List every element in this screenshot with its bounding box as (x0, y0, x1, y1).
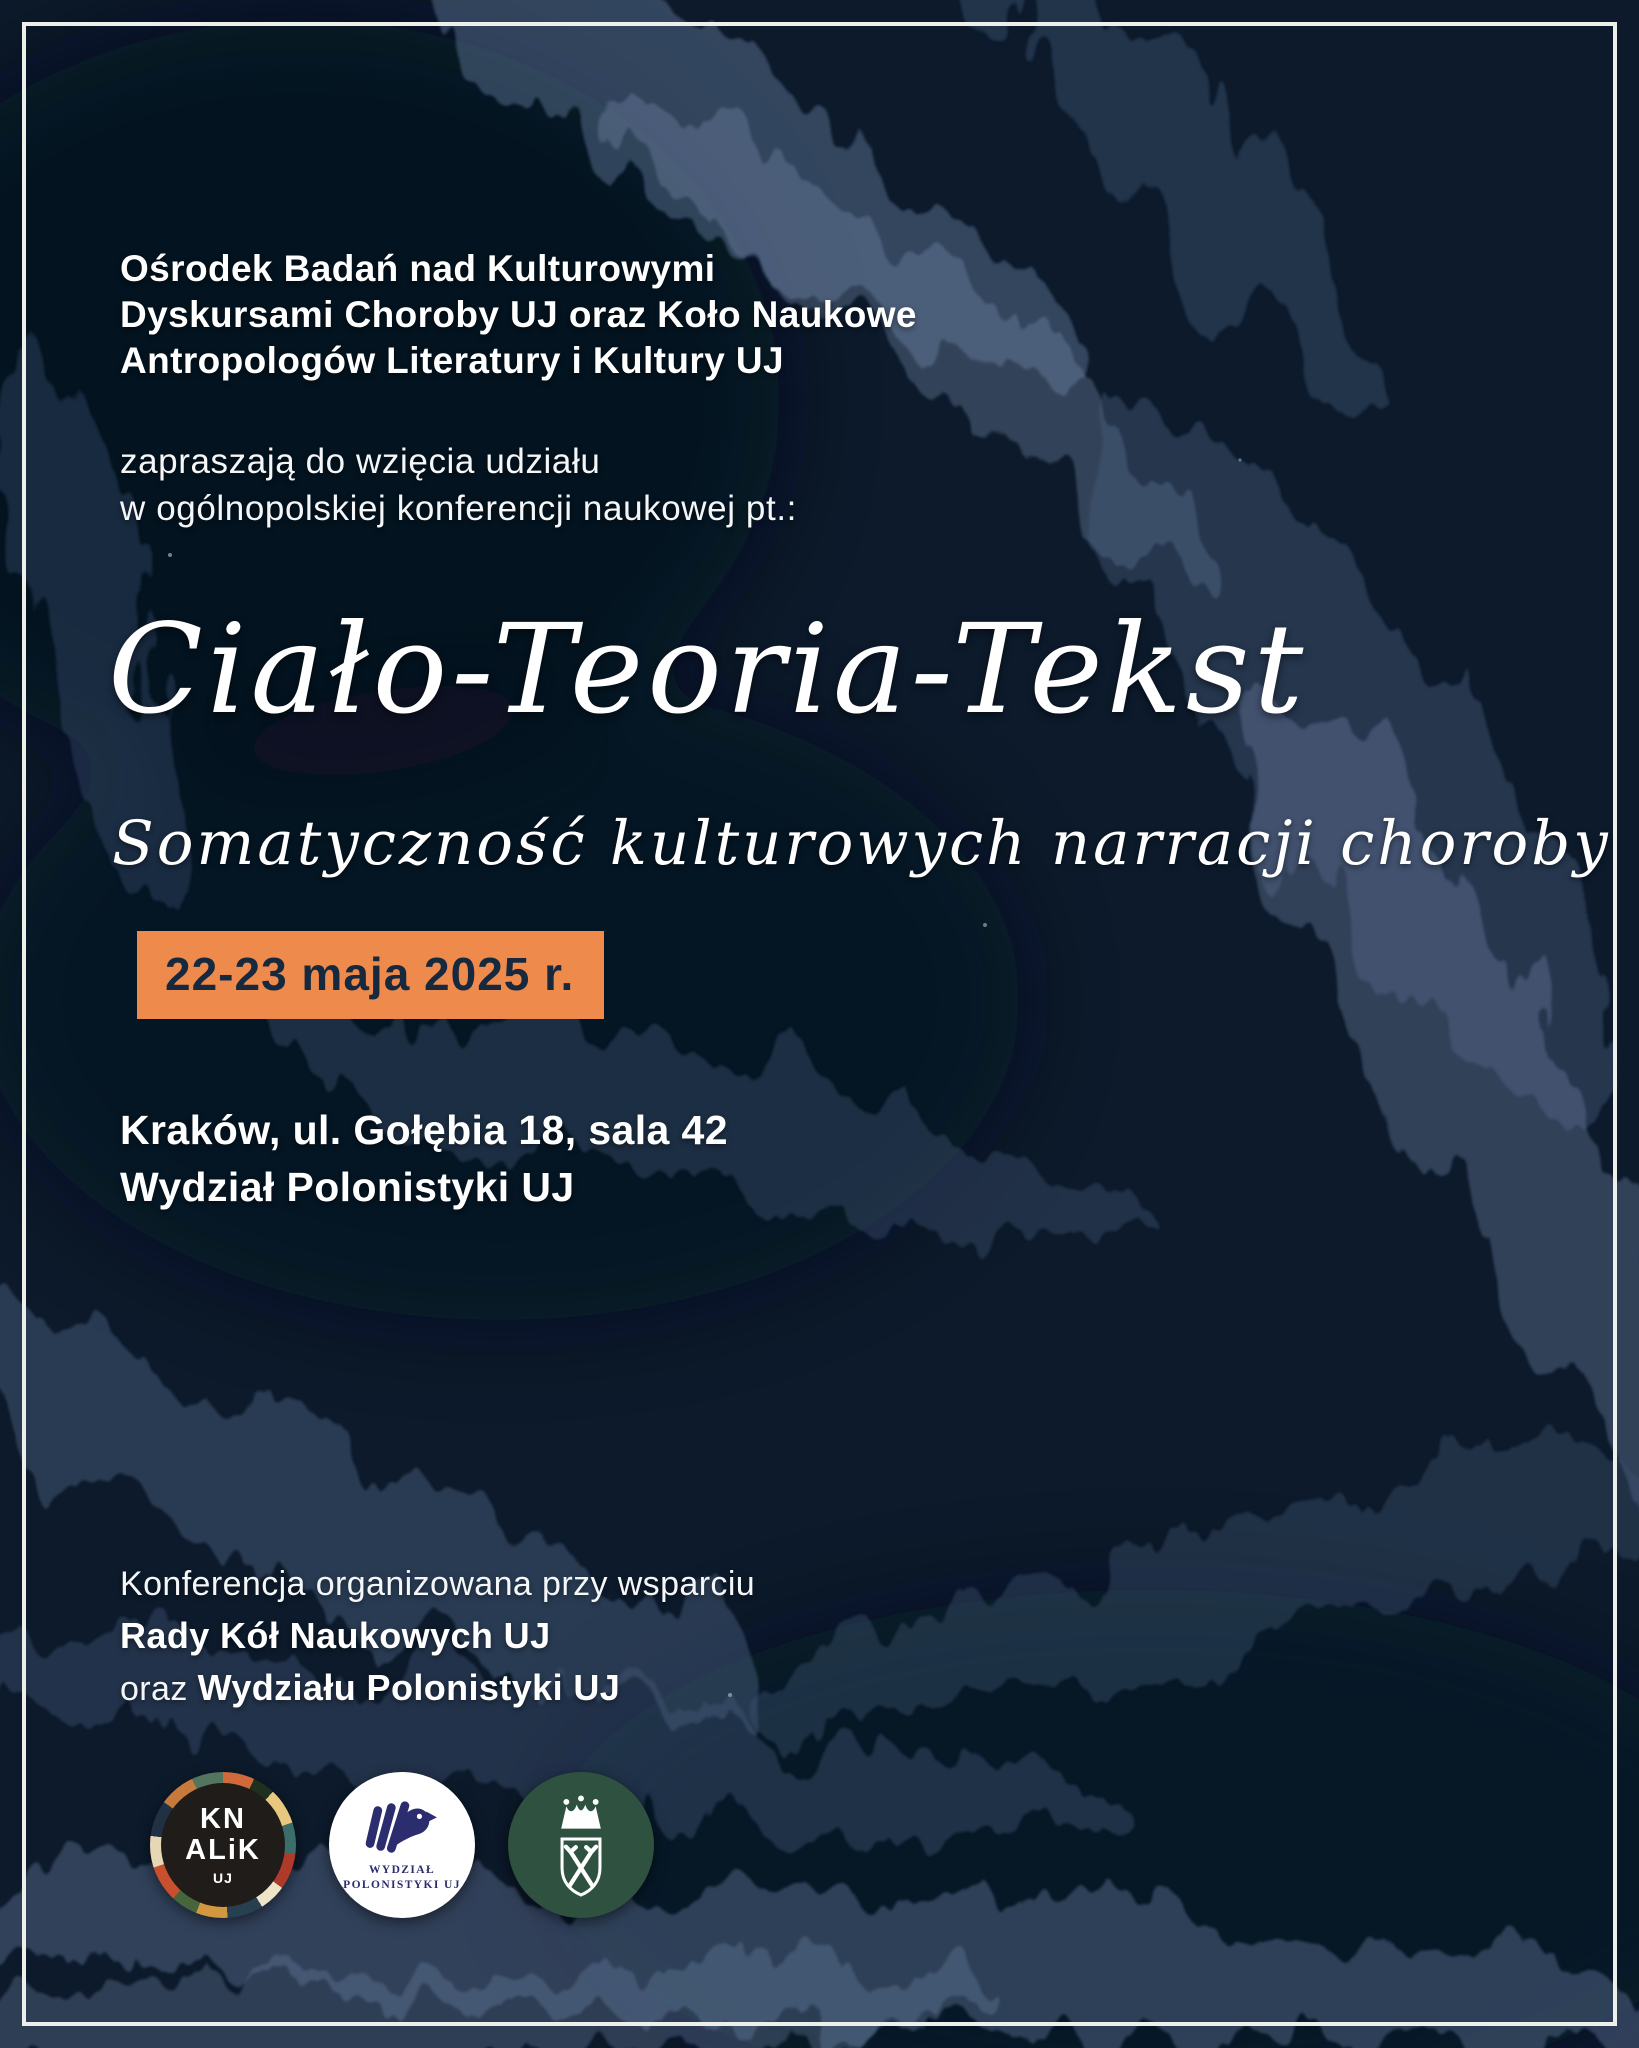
knalik-line-3: UJ (213, 1869, 233, 1886)
organizers-line-2: Dyskursami Choroby UJ oraz Koło Naukowe (120, 294, 917, 335)
support-line-3-prefix: oraz (120, 1670, 198, 1708)
uj-crest-icon (537, 1789, 625, 1901)
wydzial-polonistyki-uj-logo (329, 1772, 475, 1918)
location-text (120, 1102, 728, 1216)
support-line-2: Rady Kół Naukowych UJ (120, 1615, 551, 1656)
support-line-1: Konferencja organizowana przy wsparciu (120, 1565, 756, 1603)
conference-title: Ciało-Teoria-Tekst (108, 598, 1308, 742)
wp-logo-line-2: POLONISTYKI UJ (343, 1879, 461, 1891)
date-badge: 22-23 maja 2025 r. (137, 931, 604, 1019)
logos-row (150, 1772, 654, 1918)
conference-subtitle: Somatyczność kulturowych narracji choroby (112, 808, 1611, 879)
wp-logo-text (343, 1863, 461, 1893)
organizers-line-1: Ośrodek Badań nad Kulturowymi (120, 248, 716, 289)
invitation-line-1: zapraszają do wzięcia udziału (120, 442, 601, 481)
invitation-text (120, 438, 797, 532)
wp-logo-line-1: WYDZIAŁ (368, 1864, 436, 1876)
location-line-2: Wydział Polonistyki UJ (120, 1164, 575, 1210)
knalik-uj-logo (150, 1772, 296, 1918)
knalik-uj-logo-inner (161, 1783, 285, 1907)
invitation-line-2: w ogólnopolskiej konferencji naukowej pt.: (120, 489, 797, 528)
knalik-line-2: ALiK (185, 1833, 261, 1866)
support-line-3 (120, 1662, 755, 1715)
knalik-line-1: KN (200, 1802, 246, 1835)
support-line-3-bold: Wydziału Polonistyki UJ (197, 1667, 621, 1708)
organizers-text (120, 246, 917, 384)
uniwersytet-jagiellonski-logo (508, 1772, 654, 1918)
organizers-line-3: Antropologów Literatury i Kultury UJ (120, 340, 784, 381)
wp-swan-monogram-icon (361, 1797, 443, 1859)
support-text (120, 1558, 755, 1715)
location-line-1: Kraków, ul. Gołębia 18, sala 42 (120, 1107, 728, 1153)
